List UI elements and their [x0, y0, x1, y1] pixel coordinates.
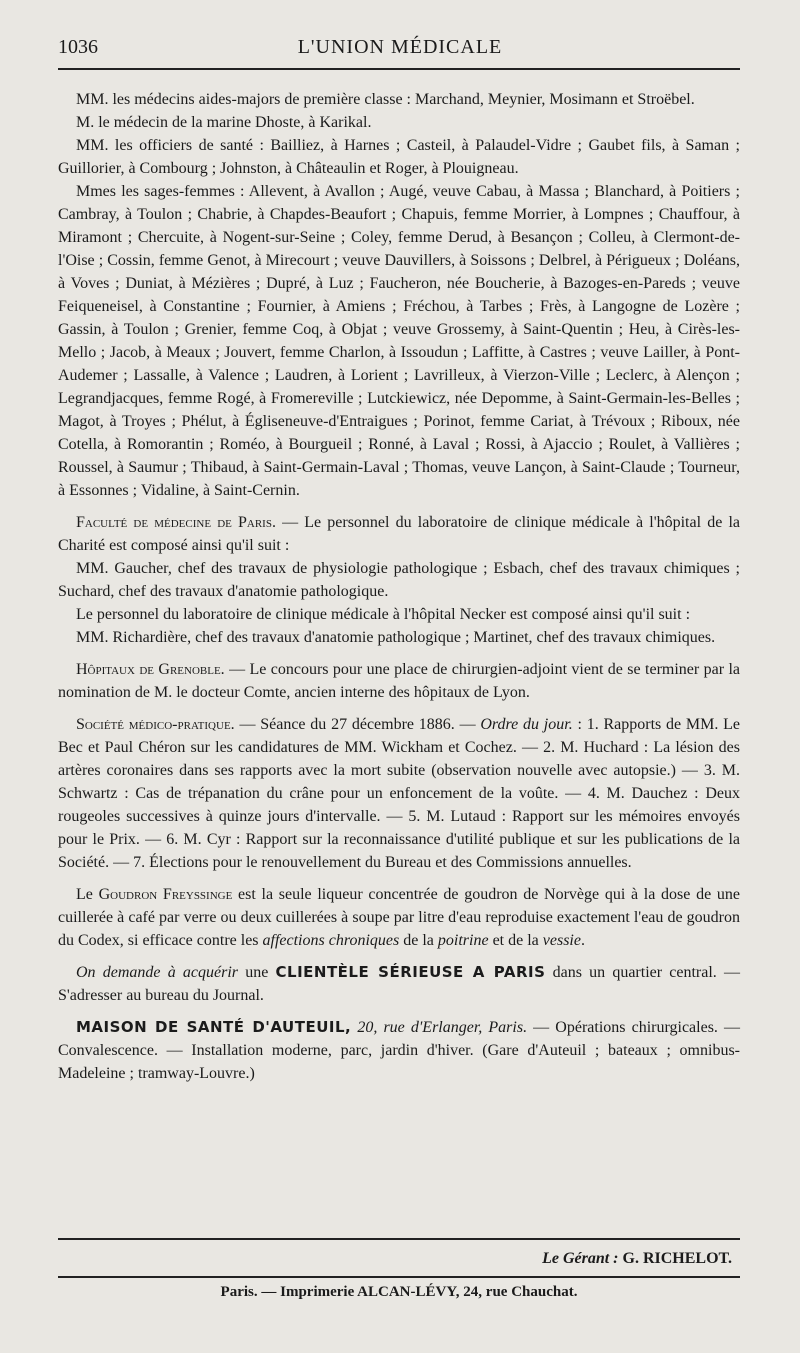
- goudron-text-b: est la seule liqueur concentrée de goudron de Norvège qui à la dose de une cuillerée à café par verre ou deux cuillerées à soupe par litre d'eau reproduise exactement l'eau de goudron du Codex, si efficace contre les: [58, 886, 741, 949]
- paragraph-aides-majors: MM. les médecins aides-majors de première classe : Marchand, Meynier, Mosimann et Stroëbel.: [76, 91, 695, 108]
- faculte-text: — Le personnel du laboratoire de clinique médicale à l'hôpital de la Charité est composé ainsi qu'il suit :: [58, 514, 740, 554]
- paragraph-necker-intro: Le personnel du laboratoire de clinique médicale à l'hôpital Necker est composé ainsi qu'il suit :: [76, 606, 691, 623]
- gerant-name: G. RICHELOT.: [622, 1250, 732, 1267]
- paragraph-societe-medico-pratique: [58, 713, 740, 874]
- advert-maison-de-sante: [58, 1016, 740, 1085]
- goudron-vessie: vessie: [542, 932, 581, 949]
- goudron-text-c: de la: [399, 932, 438, 949]
- clientele-text-b: dans un quartier central. — S'adresser au bureau du Journal.: [58, 964, 740, 1004]
- advert-goudron: [58, 883, 740, 952]
- printer-imprint: Paris. — Imprimerie ALCAN-LÉVY, 24, rue Chauchat.: [220, 1284, 578, 1300]
- paragraph-necker-staff: MM. Richardière, chef des travaux d'anatomie pathologique ; Martinet, chef des travaux chimiques.: [76, 629, 716, 646]
- paragraph-hopitaux-grenoble: [58, 658, 740, 704]
- societe-text-a: — Séance du 27 décembre 1886. —: [234, 716, 481, 733]
- paragraph-faculte-paris: [58, 511, 740, 557]
- maison-text: — Opérations chirurgicales. — Convalescence. — Installation moderne, parc, jardin d'hiver. (Gare d'Auteuil ; bateaux ; omnibus-Madeleine ; tramway-Louvre.): [58, 1019, 741, 1082]
- page-header: [58, 36, 742, 66]
- gerant-signature: [542, 1250, 732, 1268]
- clientele-bold: CLIENTÈLE SÉRIEUSE A PARIS: [275, 963, 546, 981]
- section-heading-societe: Société médico-pratique.: [76, 716, 235, 733]
- goudron-text-d: et de la: [488, 932, 543, 949]
- maison-address: rue d'Erlanger, Paris.: [383, 1019, 528, 1036]
- header-rule: [58, 68, 740, 70]
- ordre-du-jour: Ordre du jour.: [480, 716, 573, 733]
- paragraph-charite-staff: MM. Gaucher, chef des travaux de physiologie pathologique ; Esbach, chef des travaux chimiques ; Suchard, chef des travaux d'anatomie pathologique.: [58, 560, 740, 600]
- grenoble-text: — Le concours pour une place de chirurgien-adjoint vient de se terminer par la nomination de M. le docteur Comte, ancien interne des hôpitaux de Lyon.: [58, 661, 740, 701]
- article-body: [58, 88, 740, 1085]
- gerant-label: Le Gérant :: [542, 1250, 619, 1267]
- page-number: 1036: [58, 36, 98, 58]
- section-heading-grenoble: Hôpitaux de Grenoble.: [76, 661, 225, 678]
- maison-number: 20,: [351, 1019, 384, 1036]
- societe-text-b: : 1. Rapports de MM. Le Bec et Paul Chéron sur les candidatures de MM. Wickham et Cochez. — 2. M. Huchard : La lésion des artères coronaires dans ses rapports avec la mort subite (observation nouvelle avec autopsie.) — 3. M. Schwartz : Cas de trépanation du crâne pour un enfoncement de la voûte. — 4. M. Dauchez : Deux rougeoles successives à quinze jours d'intervalle. — 5. M. Lutaud : Rapport sur les mémoires envoyés pour le Prix. — 6. M. Cyr : Rapport sur la reconnaissance d'utilité publique et sur les publications de la Société. — 7. Élections pour le renouvellement du Bureau et des Commissions annuelles.: [58, 716, 741, 871]
- goudron-brand: Goudron Freyssinge: [98, 886, 233, 903]
- paragraph-sages-femmes: Mmes les sages-femmes : Allevent, à Avallon ; Augé, veuve Cabau, à Massa ; Blanchard, à Poitiers ; Cambray, à Toulon ; Chabrie, à Chapdes-Beaufort ; Chapuis, femme Morrier, à Lompnes ; Chauffour, à Miramont ; Chercuite, à Nogent-sur-Seine ; Coley, femme Derud, à Besançon ; Colleu, à Clermont-de-l'Oise ; Cossin, femme Genot, à Mirecourt ; veuve Dauvillers, à Soissons ; Delbrel, à Périgueux ; Doléans, à Voves ; Duniat, à Mézières ; Dupré, à Luz ; Faucheron, née Boucherie, à Bazoges-en-Pareds ; veuve Feiqueneisel, à Constantine ; Fournier, à Amiens ; Fréchou, à Tarbes ; Frès, à Langogne de Lozère ; Gassin, à Toulon ; Grenier, femme Coq, à Objat ; veuve Grossemy, à Saint-Quentin ; Heu, à Cirès-les-Mello ; Jacob, à Meaux ; Jouvert, femme Charlon, à Issoudun ; Laffitte, à Castres ; veuve Lailler, à Pont-Audemer ; Lassalle, à Valence ; Laudren, à Lorient ; Lavrilleux, à Vierzon-Ville ; Leclerc, à Alençon ; Legrandjacques, femme Rogé, à Fromereville ; Lutckiewicz, née Depomme, à Saint-Germain-les-Belles ; Magot, à Troyes ; Phélut, à Égliseneuve-d'Entraigues ; Porinot, femme Cariat, à Trévoux ; Riboux, née Cotella, à Romorantin ; Roméo, à Bourgueil ; Ronné, à Laval ; Rossi, à Ajaccio ; Roulet, à Vallières ; Roussel, à Saumur ; Thibaud, à Saint-Germain-Laval ; Thomas, veuve Lançon, à Saint-Claude ; Tourneur, à Essonnes ; Vidaline, à Saint-Cernin.: [58, 183, 740, 499]
- paragraph-officiers-sante: MM. les officiers de santé : Bailliez, à Harnes ; Casteil, à Palaudel-Vidre ; Gaubet fils, à Saman ; Guillorier, à Combourg ; Johnston, à Châteaulin et Roger, à Plouigneau.: [58, 137, 740, 177]
- section-heading-faculte: Faculté de médecine de Paris.: [76, 514, 276, 531]
- footer-rule-bottom: [58, 1276, 740, 1278]
- clientele-italic: On demande à acquérir: [76, 964, 238, 981]
- goudron-text-e: .: [580, 932, 585, 949]
- advert-clientele: [58, 961, 740, 1007]
- paragraph-medecin-marine: M. le médecin de la marine Dhoste, à Karikal.: [76, 114, 372, 131]
- journal-title: L'UNION MÉDICALE: [297, 36, 503, 58]
- footer-rule-top: [58, 1238, 740, 1240]
- clientele-text-a: une: [238, 964, 276, 981]
- goudron-text-a: Le: [76, 886, 99, 903]
- maison-bold: MAISON DE SANTÉ D'AUTEUIL,: [76, 1018, 352, 1036]
- goudron-affections: affections chroniques: [262, 932, 400, 949]
- goudron-poitrine: poitrine: [437, 932, 489, 949]
